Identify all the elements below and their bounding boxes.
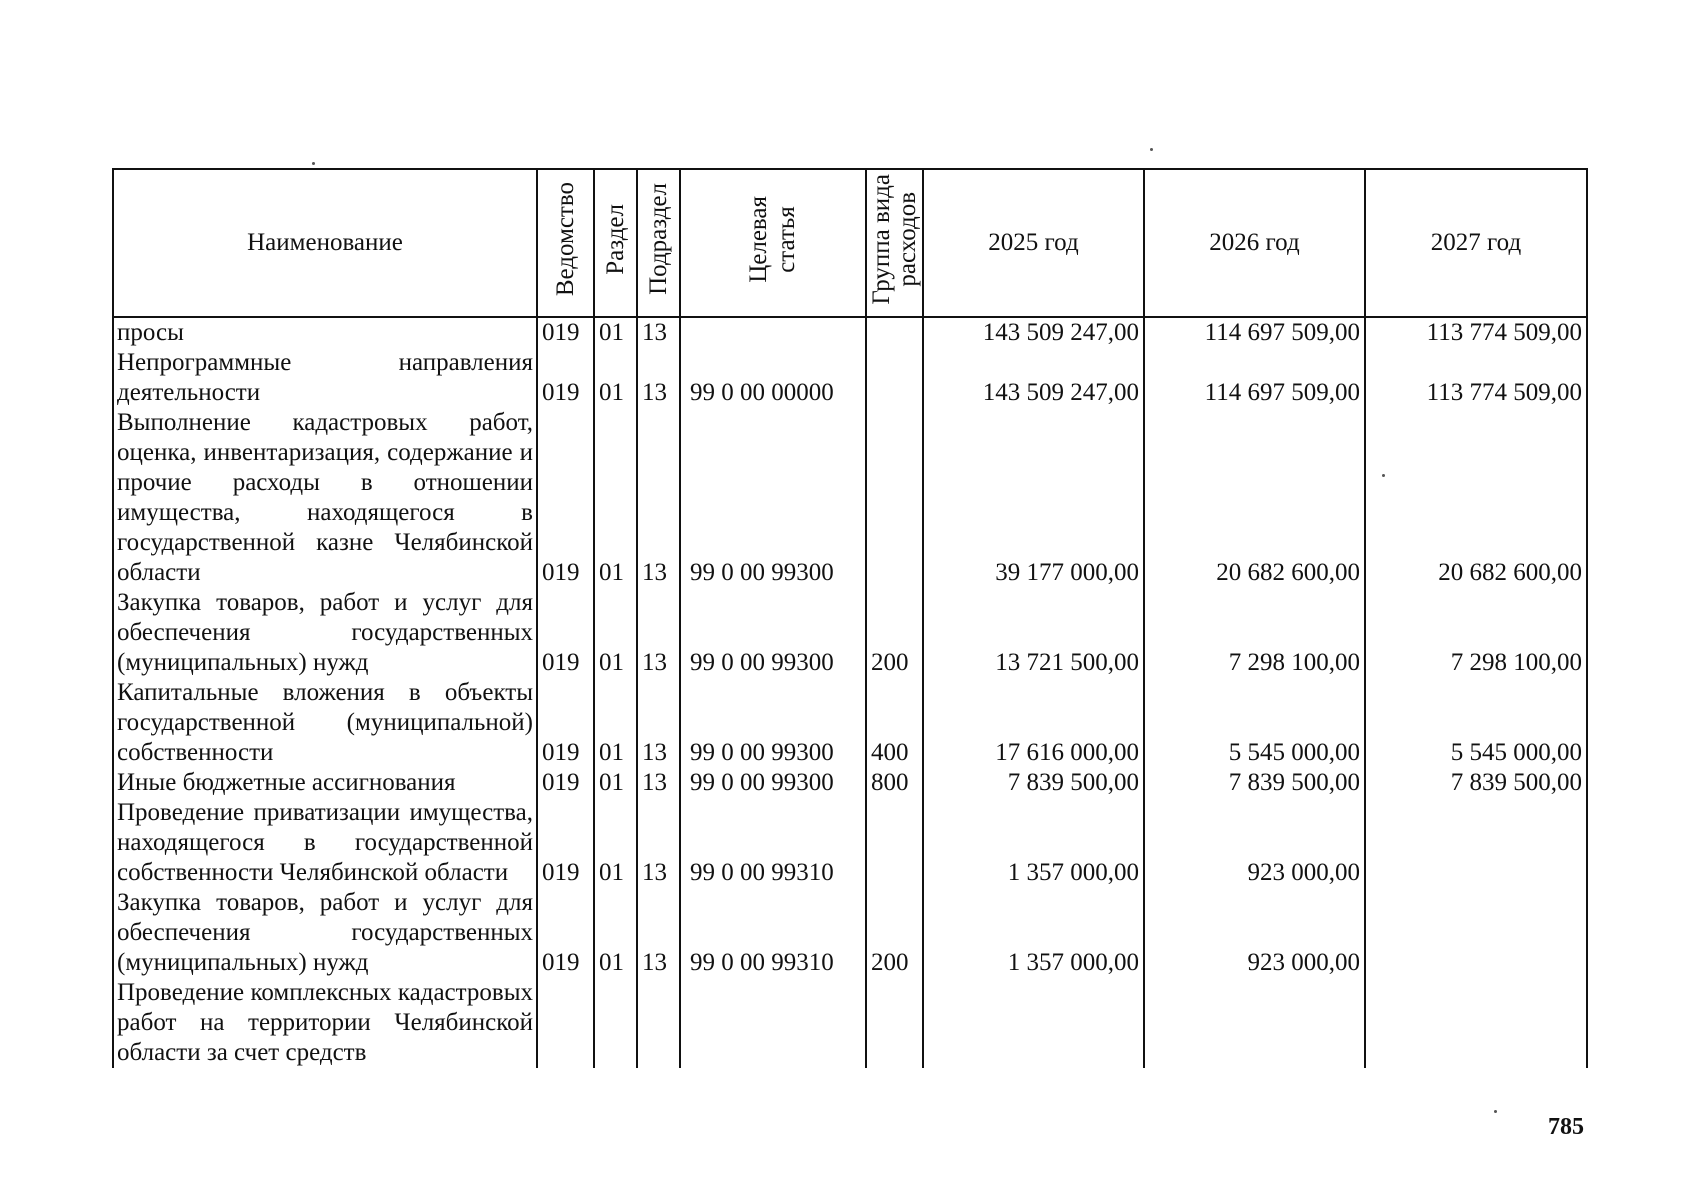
header-target-line2: статья [773,205,800,273]
row-2025: 13 721 500,00 [923,588,1144,678]
row-department: 019 [537,768,594,798]
row-subsection: 13 [637,678,680,768]
table-row [113,888,1587,978]
row-section: 01 [594,768,637,798]
row-expense-group [866,798,923,888]
row-subsection: 13 [637,317,680,348]
row-section: 01 [594,317,637,348]
row-name: просы [113,317,537,348]
row-name: Закупка товаров, работ и услуг для обеспечения государственных (муниципальных) нужд [113,888,537,978]
row-section: 01 [594,348,637,408]
row-2025: 143 509 247,00 [923,317,1144,348]
header-section-text: Раздел [601,203,629,275]
row-2026: 7 839 500,00 [1144,768,1365,798]
row-2026: 114 697 509,00 [1144,348,1365,408]
header-year-2026-text: 2026 год [1209,229,1300,256]
scan-speck [1150,148,1153,151]
row-section [594,978,637,1068]
row-department: 019 [537,588,594,678]
row-2025: 17 616 000,00 [923,678,1144,768]
row-target: 99 0 00 99310 [680,888,866,978]
header-section [594,169,637,317]
row-2026: 923 000,00 [1144,888,1365,978]
row-subsection: 13 [637,768,680,798]
table-row [113,978,1587,1068]
row-name: Проведение комплексных кадастровых работ на территории Челябинской области за счет средств [113,978,537,1068]
row-2027: 7 839 500,00 [1365,768,1587,798]
row-department: 019 [537,798,594,888]
header-expense-group [866,169,923,317]
row-2025: 1 357 000,00 [923,798,1144,888]
header-target-text [745,196,801,283]
row-2026: 923 000,00 [1144,798,1365,888]
budget-table [112,168,1588,1068]
row-expense-group [866,408,923,588]
row-2027: 5 545 000,00 [1365,678,1587,768]
header-target [680,169,866,317]
row-2027 [1365,798,1587,888]
row-2027: 113 774 509,00 [1365,348,1587,408]
row-target: 99 0 00 00000 [680,348,866,408]
header-year-2027-text: 2027 год [1430,229,1522,256]
row-2025: 7 839 500,00 [923,768,1144,798]
row-2027: 7 298 100,00 [1365,588,1587,678]
row-2027: 113 774 509,00 [1365,317,1587,348]
row-expense-group [866,317,923,348]
row-section: 01 [594,678,637,768]
header-year-2027 [1365,169,1587,317]
row-2027 [1365,978,1587,1068]
row-target [680,978,866,1068]
row-name: Иные бюджетные ассигнования [113,768,537,798]
row-2026: 114 697 509,00 [1144,317,1365,348]
header-expense-line2: расходов [893,191,921,287]
row-name: Непрограммные направления деятельности [113,348,537,408]
header-expense-line1: Группа вида [867,173,895,305]
header-name-text: Наименование [247,229,403,256]
row-target: 99 0 00 99300 [680,408,866,588]
header-department [537,169,594,317]
row-2026: 7 298 100,00 [1144,588,1365,678]
header-department-text: Ведомство [551,181,579,297]
row-section: 01 [594,888,637,978]
row-subsection [637,978,680,1068]
row-2025 [923,978,1144,1068]
table-row [113,678,1587,768]
row-2026 [1144,978,1365,1068]
row-target: 99 0 00 99310 [680,798,866,888]
header-target-line1: Целевая [745,195,772,283]
scan-speck [1494,1110,1497,1113]
row-department: 019 [537,408,594,588]
row-subsection: 13 [637,888,680,978]
table-row [113,588,1587,678]
row-department [537,978,594,1068]
row-department: 019 [537,348,594,408]
header-expense-group-text [869,174,921,305]
row-expense-group: 200 [866,888,923,978]
row-2025: 39 177 000,00 [923,408,1144,588]
table-row [113,768,1587,798]
row-subsection: 13 [637,348,680,408]
row-target: 99 0 00 99300 [680,678,866,768]
row-target: 99 0 00 99300 [680,588,866,678]
row-department: 019 [537,678,594,768]
row-section: 01 [594,408,637,588]
header-name [113,169,537,317]
header-year-2026 [1144,169,1365,317]
row-department: 019 [537,888,594,978]
row-expense-group [866,348,923,408]
table-row [113,798,1587,888]
table-row [113,348,1587,408]
row-subsection: 13 [637,588,680,678]
row-section: 01 [594,798,637,888]
row-name: Выполнение кадастровых работ, оценка, инвентаризация, содержание и прочие расходы в отношении имущества, находящегося в государственной казне Челябинской области [113,408,537,588]
table-row [113,408,1587,588]
row-2025: 1 357 000,00 [923,888,1144,978]
row-subsection: 13 [637,408,680,588]
row-expense-group: 200 [866,588,923,678]
header-year-2025 [923,169,1144,317]
row-subsection: 13 [637,798,680,888]
row-2025: 143 509 247,00 [923,348,1144,408]
page-number: 785 [1548,1114,1584,1140]
row-name: Капитальные вложения в объекты государственной (муниципальной) собственности [113,678,537,768]
row-expense-group: 800 [866,768,923,798]
header-subsection [637,169,680,317]
header-subsection-text: Подраздел [644,183,672,295]
row-2026: 20 682 600,00 [1144,408,1365,588]
row-name: Проведение приватизации имущества, находящегося в государственной собственности Челябинской области [113,798,537,888]
row-section: 01 [594,588,637,678]
row-2027: 20 682 600,00 [1365,408,1587,588]
header-row [113,169,1587,317]
scan-speck [312,162,315,165]
row-expense-group: 400 [866,678,923,768]
row-target [680,317,866,348]
scan-speck [1382,474,1385,477]
row-expense-group [866,978,923,1068]
header-year-2025-text: 2025 год [988,229,1079,256]
row-2026: 5 545 000,00 [1144,678,1365,768]
row-2027 [1365,888,1587,978]
row-target: 99 0 00 99300 [680,768,866,798]
row-name: Закупка товаров, работ и услуг для обеспечения государственных (муниципальных) нужд [113,588,537,678]
table-row [113,317,1587,348]
row-department: 019 [537,317,594,348]
